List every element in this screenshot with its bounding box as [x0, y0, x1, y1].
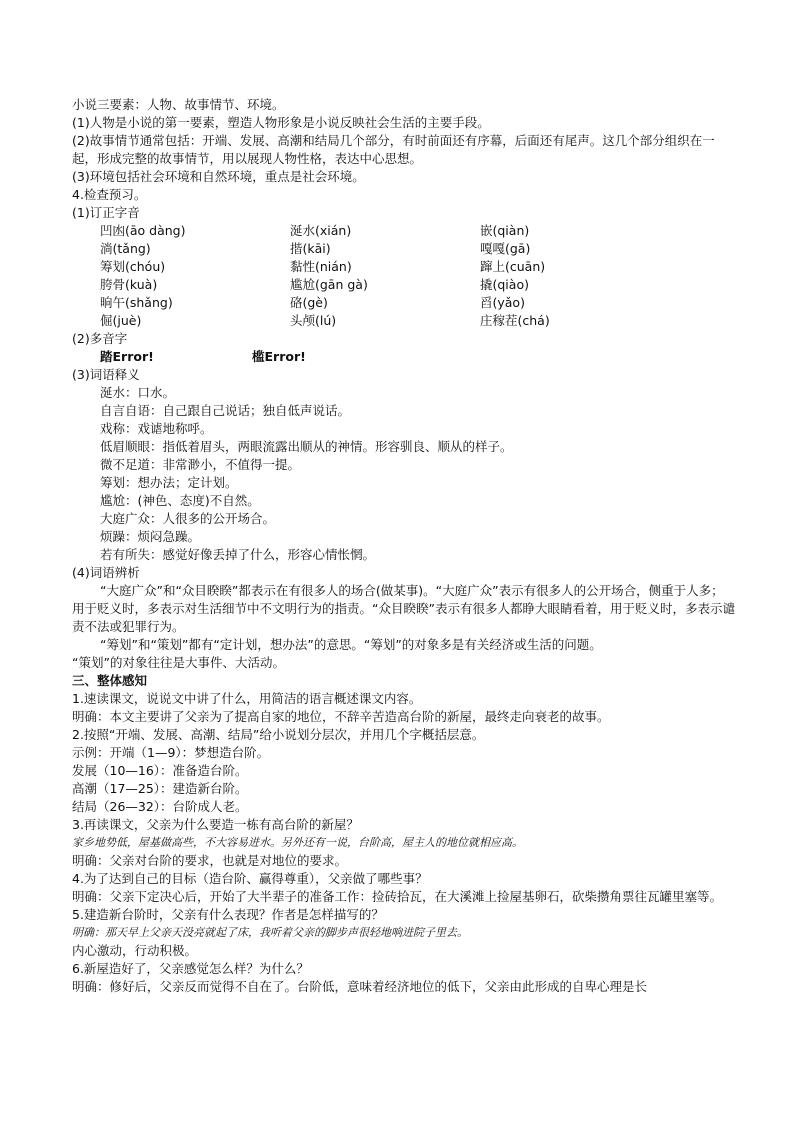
pinyin-item: 头颅(lú) — [290, 313, 337, 328]
vocab-item: 戏称：戏谑地称呼。 — [100, 421, 213, 436]
section-heading: 三、整体感知 — [72, 673, 148, 688]
subsection-title: (3)词语释义 — [72, 367, 140, 382]
pinyin-item: 胯骨(kuà) — [100, 277, 158, 292]
answer: 明确：父亲下定决心后，开始了大半辈子的准备工作：捡砖拾瓦，在大溪滩上捡屋基卵石，砍柴攒角票往瓦罐里塞等。 — [72, 889, 723, 904]
intro-paragraph: (2)故事情节通常包括：开端、发展、高潮和结局几个部分，有时前面还有序幕，后面还有尾声。这几个部分组织在一起，形成完整的故事情节，用以展现人物性格，表达中心思想。 — [72, 133, 715, 166]
question: 4.为了达到自己的目标（造台阶、赢得尊重），父亲做了哪些事？ — [72, 871, 428, 886]
vocab-item: 涎水：口水。 — [100, 385, 176, 400]
distinguish-line: “策划”的对象往往是大事件、大活动。 — [72, 655, 285, 670]
vocab-item: 低眉顺眼：指低着眉头，两眼流露出顺从的神情。形容驯良、顺从的样子。 — [100, 439, 513, 454]
pinyin-item: 晌午(shǎng) — [100, 295, 173, 310]
distinguish-paragraph: “筹划”和“策划”都有“定计划，想办法”的意思。“筹划”的对象多是有关经济或生活的问题。 — [100, 637, 602, 652]
answer: 明确：本文主要讲了父亲为了提高自家的地位，不辞辛苦造高台阶的新屋，最终走向衰老的故事。 — [72, 709, 610, 724]
answer: 结局（26—32）：台阶成人老。 — [72, 799, 248, 814]
pinyin-item: 黏性(nián) — [290, 259, 352, 274]
section-title: 4.检查预习。 — [72, 187, 147, 202]
pinyin-item: 尴尬(gān gà) — [290, 277, 368, 292]
quote: 明确：那天早上父亲天没亮就起了床，我听着父亲的脚步声很轻地响进院子里去。 — [72, 926, 468, 939]
vocab-item: 尴尬：(神色、态度)不自然。 — [100, 493, 260, 508]
answer: 明确：父亲对台阶的要求，也就是对地位的要求。 — [72, 853, 348, 868]
question: 1.速读课文，说说文中讲了什么，用简洁的语言概述课文内容。 — [72, 691, 422, 706]
quote: 家乡地势低，屋基做高些，不大容易进水。另外还有一说，台阶高，屋主人的地位就相应高。 — [72, 836, 523, 849]
pinyin-item: 淌(tǎng) — [100, 241, 151, 256]
pinyin-item: 嘎嘎(gā) — [480, 241, 531, 256]
document-page — [72, 96, 736, 996]
pinyin-item: 涎水(xián) — [290, 223, 352, 238]
question: 5.建造新台阶时，父亲有什么表现？作者是怎样描写的？ — [72, 907, 384, 922]
polyphone-item: 槛Error! — [252, 349, 306, 364]
question: 3.再读课文，父亲为什么要造一栋有高台阶的新屋？ — [72, 817, 359, 832]
polyphone-item: 踏Error! — [100, 349, 154, 364]
vocab-item: 微不足道：非常渺小，不值得一提。 — [100, 457, 301, 472]
vocab-item: 自言自语：自己跟自己说话；独自低声说话。 — [100, 403, 351, 418]
answer: 内心激动，行动积极。 — [72, 943, 198, 958]
pinyin-item: 舀(yǎo) — [480, 295, 525, 310]
pinyin-item: 凹凼(āo dàng) — [100, 223, 186, 238]
answer: 示例：开端（1—9）：梦想造台阶。 — [72, 745, 270, 760]
answer: 高潮（17—25）：建造新台阶。 — [72, 781, 248, 796]
vocab-item: 若有所失：感觉好像丢掉了什么，形容心情怅惘。 — [100, 547, 376, 562]
subsection-title: (2)多音字 — [72, 331, 128, 346]
intro-line: (3)环境包括社会环境和自然环境，重点是社会环境。 — [72, 169, 365, 184]
pinyin-item: 撬(qiào) — [480, 277, 529, 292]
polyphone-row — [72, 348, 736, 366]
vocab-item: 大庭广众：人很多的公开场合。 — [100, 511, 276, 526]
pinyin-item: 筹划(chóu) — [100, 259, 166, 274]
subsection-title: (1)订正字音 — [72, 205, 140, 220]
question: 6.新屋造好了，父亲感觉怎么样？为什么？ — [72, 961, 309, 976]
pinyin-item: 嵌(qiàn) — [480, 223, 530, 238]
question: 2.按照“开端、发展、高潮、结局”给小说划分层次，并用几个字概括层意。 — [72, 727, 485, 742]
pinyin-item: 倔(juè) — [100, 313, 142, 328]
vocab-item: 烦躁：烦闷急躁。 — [100, 529, 201, 544]
distinguish-paragraph: “大庭广众”和“众目睽睽”都表示在有很多人的场合(做某事)。“大庭广众”表示有很多人的公开场合，侧重于人多；用于贬义时，多表示对生活细节中不文明行为的指责。“众目睽睽”表示有很多人都睁大眼睛看着，用于贬义时，多表示谴责不法或犯罪行为。 — [72, 583, 735, 634]
intro-line: (1)人物是小说的第一要素，塑造人物形象是小说反映社会生活的主要手段。 — [72, 115, 490, 130]
subsection-title: (4)词语辨析 — [72, 565, 140, 580]
vocab-item: 筹划：想办法；定计划。 — [100, 475, 238, 490]
answer: 明确：修好后，父亲反而觉得不自在了。台阶低，意味着经济地位的低下，父亲由此形成的自卑心理是长 — [72, 979, 648, 994]
pinyin-item: 蹿上(cuān) — [480, 259, 546, 274]
pinyin-grid — [72, 222, 736, 330]
intro-line: 小说三要素：人物、故事情节、环境。 — [72, 97, 285, 112]
answer: 发展（10—16）：准备造台阶。 — [72, 763, 248, 778]
pinyin-item: 庄稼茬(chá) — [480, 313, 550, 328]
pinyin-item: 硌(gè) — [290, 295, 328, 310]
pinyin-item: 揩(kāi) — [290, 241, 331, 256]
